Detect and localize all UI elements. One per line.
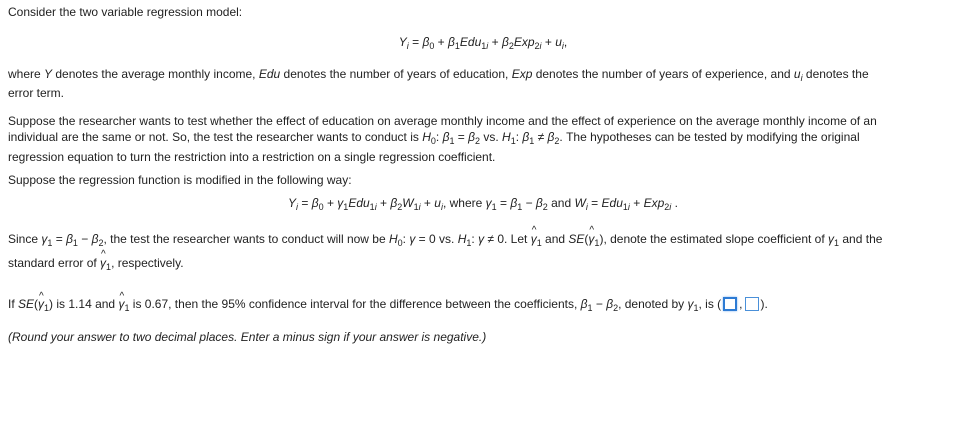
variable-definitions: where Y denotes the average monthly income, Edu denotes the number of years of education, Exp denotes the number of years of experience, and $u_i$ denotes the error term. <box>8 67 869 100</box>
intro-text: Consider the two variable regression model: <box>8 5 243 19</box>
modified-equation: $Y_i = \beta_0 + \gamma_1Edu_{1i} + \beta_2W_{1i} + u_i$, where $\gamma_1 = \beta_1 - \beta_2$ and $W_i = Edu_{1i} + Exp_{2i}$ . <box>288 196 678 212</box>
rounding-instructions: (Round your answer to two decimal places. Enter a minus sign if your answer is negative.) <box>8 330 487 344</box>
question-page <box>0 3 966 347</box>
since-paragraph: Since $\gamma_1 = \beta_1 - \beta_2$, the test the researcher wants to conduct will now be $H_0$: γ = 0 vs. $H_1$: γ ≠ 0. Let ^ $\gamma_1$ and SE(^ $\gamma_1$), denote the estimated slope coefficient of $\gamma_1$ and the standard error of ^ $\gamma_1$, respectively. <box>8 227 958 275</box>
model-equation: $Y_i = \beta_0 + \beta_1Edu_{1i} + \beta_2Exp_{2i} + u_i$, <box>398 35 568 51</box>
confidence-interval-question: If SE(^ $\gamma_1$) is 1.14 and ^ $\gamma_1$ is 0.67, then the 95% confidence interval for the difference between the coefficients, $\beta_1 - \beta_2$, denoted by $\gamma_1$, is ( , ). <box>8 295 958 314</box>
ci-lower-bound-input[interactable] <box>723 297 737 311</box>
modification-intro: Suppose the regression function is modified in the following way: <box>8 173 352 187</box>
ci-upper-bound-input[interactable] <box>745 297 759 311</box>
hypothesis-paragraph: Suppose the researcher wants to test whether the effect of education on average monthly income and the effect of experience on the average monthly income of an individual are the same or not. So, the test the researcher wants to conduct is $H_0$: $\beta_1 = \beta_2$ vs. $H_1$: $\beta_1 \ne \beta_2$. The hypotheses can be tested by modifying the original regression equation to turn the restriction into a restriction on a single regression coefficient. <box>8 114 877 164</box>
